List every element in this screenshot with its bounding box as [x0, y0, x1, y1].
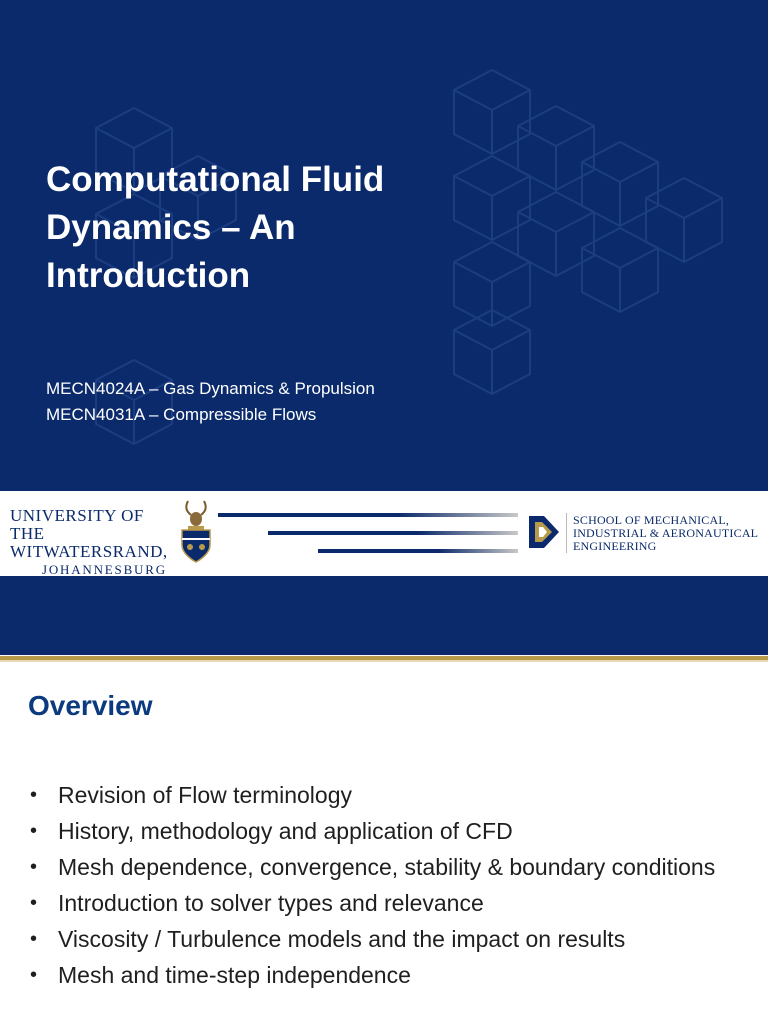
university-line: UNIVERSITY OF THE: [10, 506, 144, 543]
logo-divider: [566, 513, 567, 553]
school-line: SCHOOL OF MECHANICAL,: [573, 513, 730, 527]
list-item: [28, 780, 748, 810]
overview-title: Overview: [28, 690, 153, 721]
list-item: [28, 960, 748, 990]
bullet-icon: •: [30, 784, 38, 806]
bullet-icon: •: [30, 928, 38, 950]
bullet-icon: •: [30, 892, 38, 914]
bullet-icon: •: [30, 820, 38, 842]
title-line: Introduction: [46, 256, 251, 295]
overview-list: [28, 780, 748, 996]
university-line: WITWATERSRAND,: [10, 542, 168, 561]
school-line: INDUSTRIAL & AERONAUTICAL: [573, 526, 759, 540]
list-item: [28, 816, 748, 846]
course-line: MECN4031A – Compressible Flows: [46, 405, 317, 424]
list-item: [28, 924, 748, 954]
school-wordmark: [573, 514, 765, 553]
title-line: Dynamics – An: [46, 208, 296, 247]
school-line: ENGINEERING: [573, 539, 657, 553]
title-line: Computational Fluid: [46, 160, 385, 199]
list-item-text: Mesh dependence, convergence, stability & boundary conditions: [58, 854, 716, 880]
list-item-text: Revision of Flow terminology: [58, 782, 353, 808]
list-item: [28, 852, 748, 882]
list-item: [28, 888, 748, 918]
course-line: MECN4024A – Gas Dynamics & Propulsion: [46, 379, 375, 398]
course-codes: [46, 376, 375, 428]
university-line: JOHANNESBURG: [42, 562, 167, 577]
list-item-text: Introduction to solver types and relevance: [58, 890, 484, 916]
bullet-icon: •: [30, 856, 38, 878]
presentation-title: [46, 156, 466, 300]
list-item-text: History, methodology and application of CFD: [58, 818, 513, 844]
impossible-triangle-icon: [526, 512, 562, 552]
bullet-icon: •: [30, 964, 38, 986]
list-item-text: Viscosity / Turbulence models and the impact on results: [58, 926, 626, 952]
logo-band: [0, 491, 768, 576]
slide-separator: [0, 656, 768, 662]
list-item-text: Mesh and time-step independence: [58, 962, 411, 988]
